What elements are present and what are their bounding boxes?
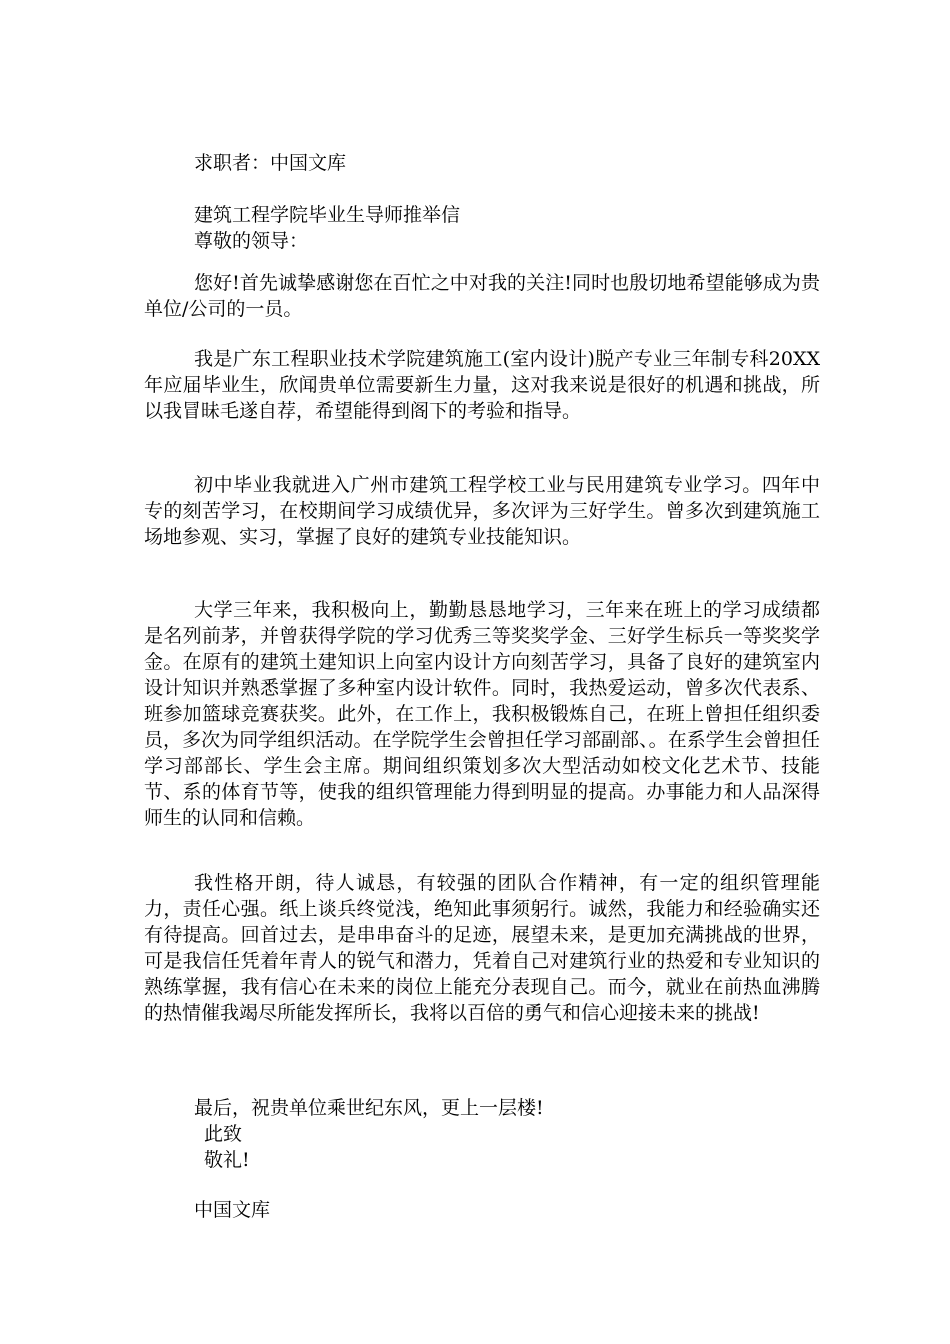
- letter-title: 建筑工程学院毕业生导师推举信: [194, 204, 461, 226]
- paragraph-personality: 我性格开朗，待人诚恳，有较强的团队合作精神，有一定的组织管理能力，责任心强。纸上谈兵终觉浅，绝知此事须躬行。诚然，我能力和经验确实还有待提高。回首过去，是串串奋斗的足迹，展望未来，是更加充满挑战的世界，可是我信任凭着年青人的锐气和潜力，凭着自己对建筑行业的热爱和专业知识的熟练掌握，我有信心在未来的岗位上能充分表现自己。而今，就业在前热血沸腾的热情催我竭尽所能发挥所长，我将以百倍的勇气和信心迎接未来的挑战!: [144, 872, 820, 1024]
- paragraph-greeting: 您好!首先诚挚感谢您在百忙之中对我的关注!同时也殷切地希望能够成为贵单位/公司的一员。: [144, 272, 820, 320]
- closing-salutation-1: 此致: [204, 1123, 243, 1145]
- paragraph-secondary-school: 初中毕业我就进入广州市建筑工程学校工业与民用建筑专业学习。四年中专的刻苦学习，在校期间学习成绩优异，多次评为三好学生。曾多次到建筑施工场地参观、实习，掌握了良好的建筑专业技能知识。: [144, 474, 820, 548]
- closing-salutation-2: 敬礼!: [204, 1149, 250, 1171]
- applicant-line: 求职者：中国文库: [194, 152, 347, 174]
- salutation: 尊敬的领导：: [194, 230, 309, 252]
- paragraph-university: 大学三年来，我积极向上，勤勤恳恳地学习，三年来在班上的学习成绩都是名列前茅，并曾获得学院的学习优秀三等奖奖学金、三好学生标兵一等奖奖学金。在原有的建筑土建知识上向室内设计方向刻苦学习，具备了良好的建筑室内设计知识并熟悉掌握了多种室内设计软件。同时，我热爱运动，曾多次代表系、班参加篮球竞赛获奖。此外，在工作上，我积极锻炼自己，在班上曾担任组织委员，多次为同学组织活动。在学院学生会曾担任学习部副部、。在系学生会曾担任学习部部长、学生会主席。期间组织策划多次大型活动如校文化艺术节、技能节、系的体育节等，使我的组织管理能力得到明显的提高。办事能力和人品深得师生的认同和信赖。: [144, 599, 820, 829]
- signature: 中国文库: [194, 1199, 271, 1221]
- paragraph-introduction: 我是广东工程职业技术学院建筑施工(室内设计)脱产专业三年制专科20XX年应届毕业生，欣闻贵单位需要新生力量，这对我来说是很好的机遇和挑战，所以我冒昧毛遂自荐，希望能得到阁下的考验和指导。: [144, 348, 820, 422]
- closing-wish: 最后，祝贵单位乘世纪东风，更上一层楼!: [194, 1097, 544, 1119]
